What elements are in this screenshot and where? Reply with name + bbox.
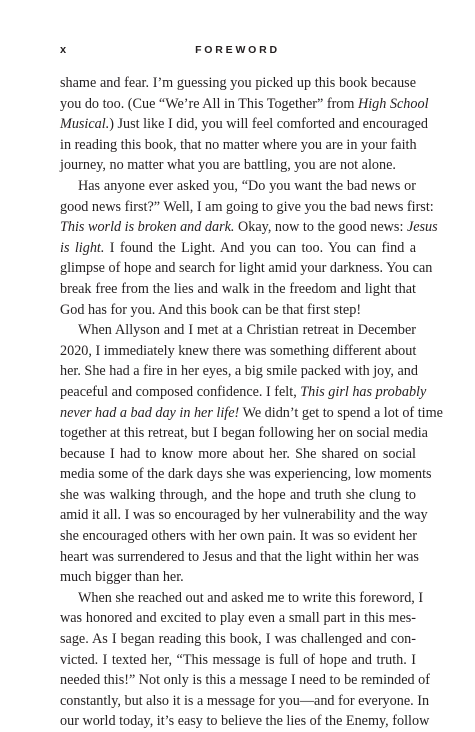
text-line bbox=[60, 114, 428, 135]
text-run: needed this!” Not only is this a message I need to be reminded of bbox=[60, 672, 430, 689]
text-line bbox=[60, 691, 430, 712]
page-number: x bbox=[60, 44, 67, 56]
text-run: glimpse of hope and search for light amid your darkness. You can bbox=[60, 260, 433, 277]
text-line bbox=[60, 176, 416, 197]
text-run: We didn’t get to spend a lot of time bbox=[239, 404, 443, 421]
text-line bbox=[60, 258, 433, 279]
text-line bbox=[60, 155, 416, 176]
text-line bbox=[60, 464, 432, 485]
text-run: Has anyone ever asked you, “Do you want the bad news or bbox=[78, 177, 416, 194]
text-line bbox=[60, 341, 416, 362]
text-run: much bigger than her. bbox=[60, 569, 184, 586]
text-run: journey, no matter what you are battling, you are not alone. bbox=[60, 157, 396, 174]
text-line bbox=[60, 505, 428, 526]
text-run: in reading this book, that no matter where you are in your faith bbox=[60, 136, 417, 153]
text-line bbox=[60, 650, 416, 671]
text-run: sage. As I began reading this book, I was challenged and con- bbox=[60, 631, 416, 648]
text-run: amid it all. I was so encouraged by her vulnerability and the way bbox=[60, 507, 428, 524]
text-run: shame and fear. I’m guessing you picked up this book because bbox=[60, 75, 416, 91]
text-line bbox=[60, 567, 416, 588]
text-run: heart was surrendered to Jesus and that the light within her was bbox=[60, 548, 419, 565]
text-line bbox=[60, 73, 416, 94]
text-line bbox=[60, 444, 416, 465]
text-line bbox=[60, 197, 434, 218]
italic-text: This girl has probably bbox=[300, 383, 427, 400]
text-run: good news first?” Well, I am going to give you the bad news first: bbox=[60, 198, 434, 215]
text-line bbox=[60, 526, 416, 547]
text-run: ) Just like I did, you will feel comforted and encouraged bbox=[109, 116, 428, 133]
text-run: was honored and excited to play even a small part in this mes- bbox=[60, 610, 416, 627]
text-line bbox=[60, 94, 429, 115]
text-line bbox=[60, 485, 416, 506]
text-run: she encouraged others with her own pain. It was so evident her bbox=[60, 528, 417, 545]
text-run: break free from the lies and walk in the freedom and light that bbox=[60, 280, 416, 297]
italic-text: Jesus bbox=[406, 219, 438, 236]
text-run: When Allyson and I met at a Christian retreat in December bbox=[78, 322, 416, 339]
italic-text: is light. bbox=[60, 239, 105, 256]
text-run: she was walking through, and the hope and truth she clung to bbox=[60, 486, 416, 503]
text-run: victed. I texted her, “This message is full of hope and truth. I bbox=[60, 651, 416, 668]
text-run: When she reached out and asked me to write this foreword, I bbox=[78, 589, 424, 606]
text-run: 2020, I immediately knew there was something different about bbox=[60, 342, 417, 359]
text-run: I found the Light. And you can too. You can find a bbox=[104, 239, 416, 256]
text-line bbox=[60, 279, 416, 300]
text-run: our world today, it’s easy to believe the lies of the Enemy, follow bbox=[60, 713, 430, 730]
text-run: peaceful and composed confidence. I felt, bbox=[60, 383, 301, 400]
text-line bbox=[60, 670, 430, 691]
text-line bbox=[60, 547, 419, 568]
text-line bbox=[60, 711, 430, 732]
italic-text: Musical. bbox=[60, 116, 110, 133]
text-line bbox=[60, 217, 438, 238]
text-run: because I had to know more about her. She shared on social bbox=[60, 445, 416, 462]
text-line bbox=[60, 300, 416, 321]
running-head bbox=[60, 44, 415, 60]
section-title: FOREWORD bbox=[195, 44, 280, 56]
text-line bbox=[60, 423, 428, 444]
text-run: Okay, now to the good news: bbox=[234, 219, 407, 236]
italic-text: This world is broken and dark. bbox=[60, 219, 235, 236]
italic-text: never had a bad day in her life! bbox=[60, 404, 240, 421]
text-line bbox=[60, 320, 416, 341]
text-line bbox=[60, 238, 416, 259]
text-line bbox=[60, 135, 416, 156]
text-run: together at this retreat, but I began following her on social media bbox=[60, 425, 428, 442]
text-run: constantly, but also it is a message for you—and for everyone. In bbox=[60, 692, 430, 709]
text-run: you do too. (Cue “We’re All in This Together” from bbox=[60, 95, 358, 112]
text-line bbox=[60, 403, 443, 424]
body-text bbox=[60, 73, 443, 732]
text-line bbox=[60, 361, 416, 382]
text-line bbox=[60, 608, 416, 629]
text-run: her. She had a fire in her eyes, a big smile packed with joy, and bbox=[60, 363, 418, 380]
text-line bbox=[60, 588, 424, 609]
text-run: God has for you. And this book can be that first step! bbox=[60, 301, 362, 318]
text-line bbox=[60, 629, 416, 650]
italic-text: High School bbox=[357, 95, 429, 112]
text-line bbox=[60, 382, 427, 403]
text-run: media some of the dark days she was experiencing, low moments bbox=[60, 466, 432, 483]
